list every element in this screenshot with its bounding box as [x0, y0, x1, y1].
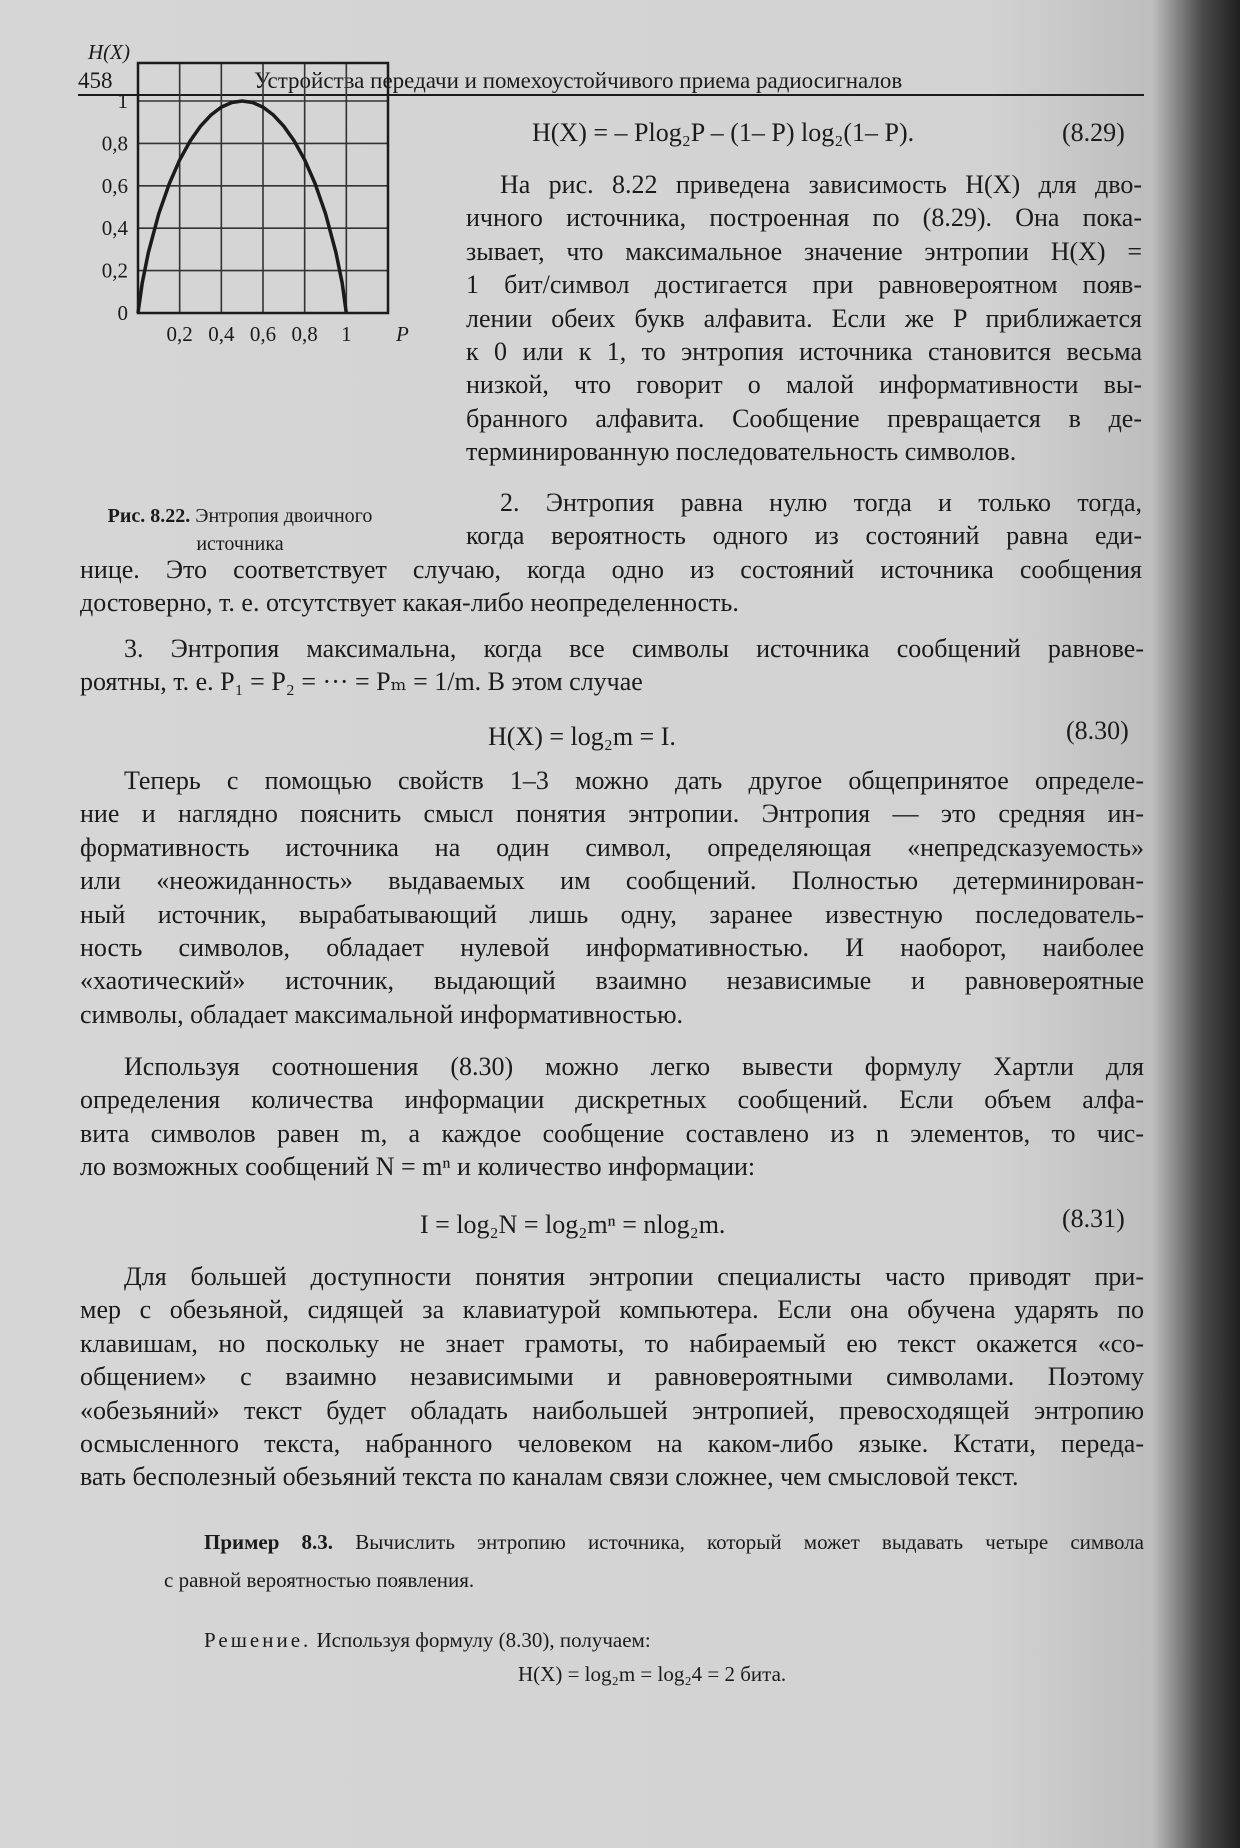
- solution-label: Решение.: [204, 1628, 312, 1652]
- y-tick-label: 0,6: [101, 173, 128, 198]
- equation-8-30: H(X) = log₂m = I.: [488, 722, 676, 751]
- text-line: символы, обладает максимальной информативностью.: [80, 999, 684, 1029]
- y-tick-label: 0: [117, 301, 128, 325]
- text-line: к 0 или к 1, то энтропия источника становится весьма: [466, 337, 1142, 366]
- text-line: Используя соотношения (8.30) можно легко вывести формулу Хартли для: [124, 1052, 1144, 1081]
- x-tick-label: 1: [341, 322, 352, 346]
- example-label: Пример 8.3.: [204, 1530, 334, 1554]
- text-line: ние и наглядно пояснить смысл понятия энтропии. Энтропия — это средняя ин-: [80, 799, 1144, 829]
- text-line: достоверно, т. е. отсутствует какая-либо неопределенность.: [80, 588, 739, 618]
- y-tick-labels: [102, 89, 129, 325]
- equation-answer: H(X) = log₂m = log₂4 = 2 бита.: [518, 1662, 787, 1686]
- text-line: бранного алфавита. Сообщение превращается в де-: [466, 403, 1142, 433]
- chart-grid: [138, 63, 388, 313]
- text-line: 1 бит/символ достигается при равновероятном появ-: [466, 270, 1142, 300]
- example-line-1: [204, 1530, 1144, 1555]
- x-tick-label: 0,4: [208, 322, 235, 346]
- solution-text: Используя формулу (8.30), получаем:: [316, 1628, 651, 1652]
- caption-label: Рис. 8.22.: [107, 505, 191, 527]
- equation-number-8-29: (8.29): [1062, 118, 1125, 147]
- y-axis-label: H(X): [88, 40, 130, 64]
- text-line: нице. Это соответствует случаю, когда одно из состояний источника сообщения: [80, 554, 1142, 584]
- text-line: 3. Энтропия максимальна, когда все символы источника сообщений равнове-: [124, 634, 1144, 663]
- equation-8-29: H(X) = – Plog₂P – (1– P) log₂(1– P).: [532, 118, 915, 147]
- text-line: ный источник, вырабатывающий лишь одну, заранее известную последователь-: [80, 899, 1144, 929]
- y-tick-label: 1: [117, 89, 128, 113]
- x-tick-label: 0,6: [249, 322, 277, 346]
- solution-line: [204, 1628, 651, 1653]
- text-line: вать бесполезный обезьяний текста по каналам связи сложнее, чем смысловой текст.: [80, 1462, 1019, 1492]
- text-line: ность символов, обладает нулевой информативностью. И наоборот, наиболее: [80, 933, 1144, 962]
- text-line: общением» с взаимно независимыми и равновероятными символами. Поэтому: [80, 1362, 1144, 1392]
- equation-8-31: I = log₂N = log₂mⁿ = nlog₂m.: [420, 1210, 726, 1239]
- example-text-1: Вычислить энтропию источника, который может выдавать четыре символа: [355, 1530, 1144, 1554]
- text-line: Теперь с помощью свойств 1–3 можно дать другое общепринятое определе-: [124, 766, 1144, 795]
- text-line: зывает, что максимальное значение энтропии H(X) =: [466, 236, 1142, 266]
- text-line: осмысленного текста, набранного человеком на каком-либо языке. Кстати, переда-: [80, 1429, 1144, 1458]
- text-line: лении обеих букв алфавита. Если же P приближается: [466, 303, 1142, 333]
- text-line: ичного источника, построенная по (8.29). Она пока-: [466, 203, 1142, 233]
- text-line: «обезьяний» текст будет обладать наибольшей энтропией, превосходящей энтропию: [80, 1395, 1144, 1425]
- text-line: определения количества информации дискретных сообщений. Если объем алфа-: [80, 1085, 1144, 1115]
- y-tick-label: 0,2: [101, 258, 128, 283]
- entropy-curve: [138, 101, 346, 313]
- running-title: Устройства передачи и помехоустойчивого приема радиосигналов: [254, 68, 903, 93]
- text-line: вита символов равен m, а каждое сообщение составлено из n элементов, то чис-: [80, 1118, 1144, 1148]
- text-line: Для большей доступности понятия энтропии специалисты часто приводят при-: [124, 1262, 1144, 1291]
- page-header: [78, 68, 1144, 96]
- text-line: клавишам, но поскольку не знает грамоты, то набираемый ею текст окажется «со-: [80, 1328, 1144, 1358]
- example-line-2: с равной вероятностью появления.: [164, 1568, 475, 1592]
- text-line: роятны, т. е. P₁ = P₂ = ··· = Pₘ = 1/m. В этом случае: [80, 667, 643, 697]
- x-tick-labels: [167, 322, 352, 346]
- caption-text: Энтропия двоичного источника: [195, 505, 373, 555]
- page-number: 458: [78, 68, 113, 93]
- text-line: мер с обезьяной, сидящей за клавиатурой компьютера. Если она обучена ударять по: [80, 1295, 1144, 1325]
- text-line: 2. Энтропия равна нулю тогда и только тогда,: [500, 488, 1142, 517]
- equation-number-8-30: (8.30): [1066, 716, 1129, 745]
- y-tick-label: 0,4: [101, 216, 128, 241]
- equation-number-8-31: (8.31): [1062, 1204, 1125, 1233]
- text-line: когда вероятность одного из состояний равна еди-: [466, 521, 1142, 551]
- x-axis-label: P: [396, 322, 409, 346]
- text-line: ло возможных сообщений N = mⁿ и количество информации:: [80, 1152, 756, 1182]
- figure-caption: [80, 502, 400, 558]
- text-line: На рис. 8.22 приведена зависимость H(X) для дво-: [500, 170, 1142, 199]
- x-tick-label: 0,2: [166, 322, 193, 346]
- text-line: терминированную последовательность символов.: [466, 437, 1017, 467]
- text-line: или «неожиданность» выдаваемых им сообщений. Полностью детерминирован-: [80, 866, 1144, 896]
- x-tick-label: 0,8: [291, 322, 318, 346]
- text-line: «хаотический» источник, выдающий взаимно независимые и равновероятные: [80, 966, 1144, 996]
- text-line: формативность источника на один символ, определяющая «непредсказуемость»: [80, 832, 1144, 862]
- text-line: низкой, что говорит о малой информативности вы-: [466, 370, 1142, 400]
- y-tick-label: 0,8: [101, 131, 128, 156]
